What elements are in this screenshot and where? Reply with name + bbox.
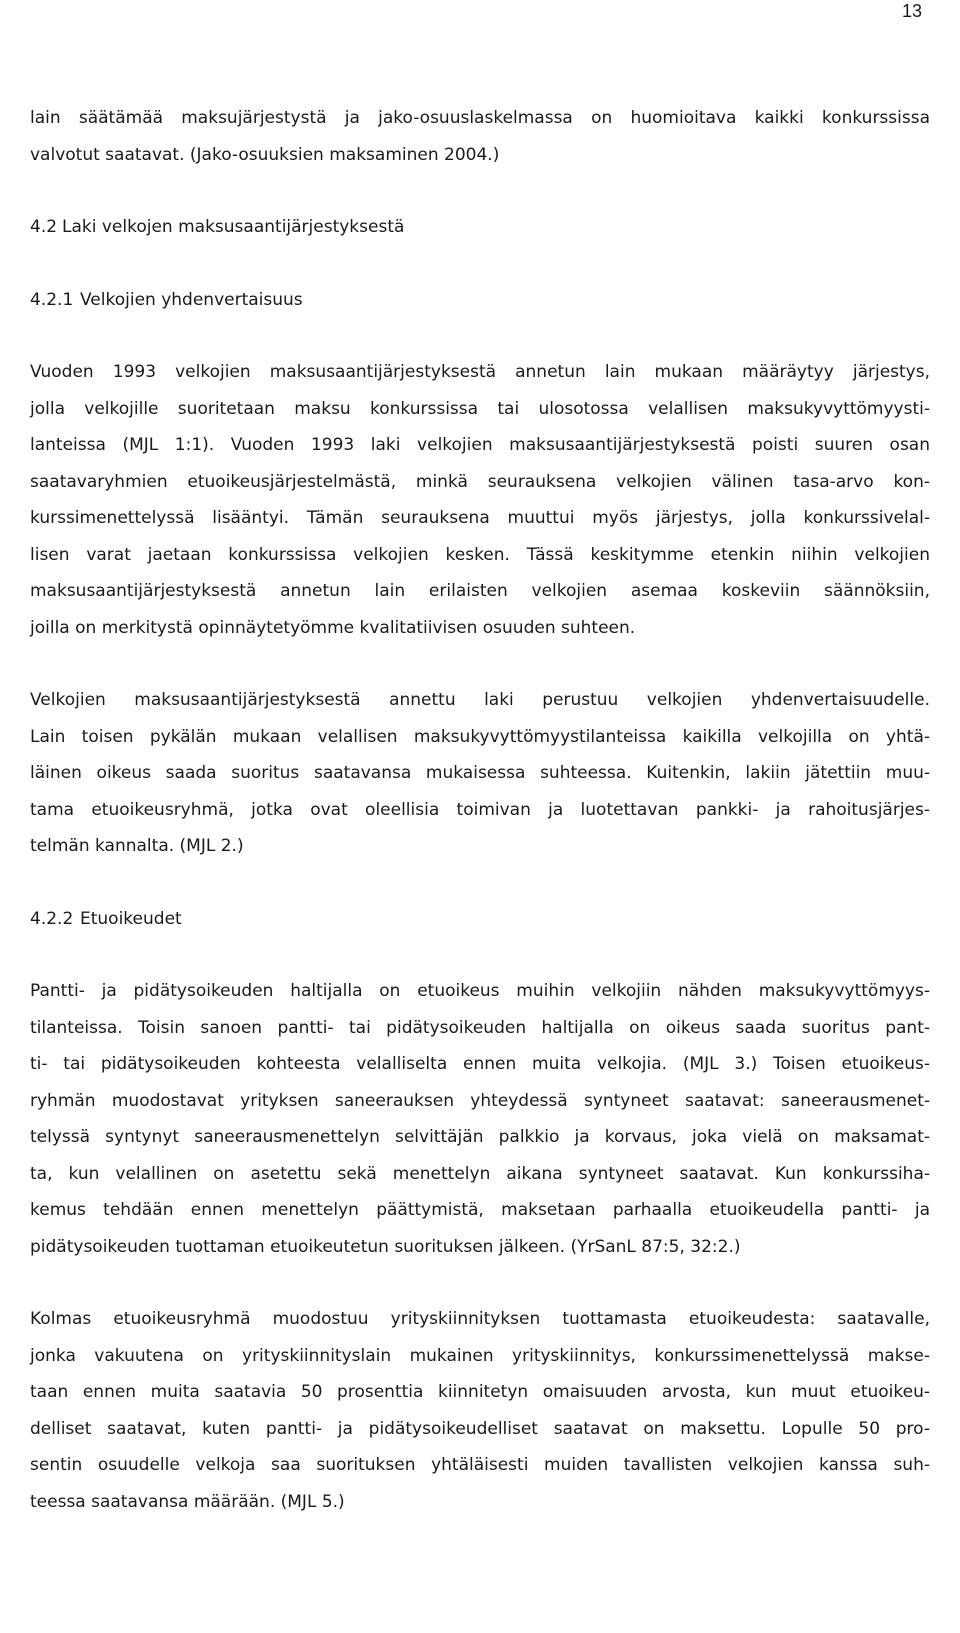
section-title: Velkojien yhdenvertaisuus bbox=[80, 289, 303, 310]
intro-paragraph bbox=[30, 100, 930, 173]
page-number: 13 bbox=[901, 1, 922, 21]
text-line: teessa saatavansa määrään. (MJL 5.) bbox=[30, 1491, 345, 1512]
text-line: Kolmas etuoikeusryhmä muodostuu yrityskiinnityksen tuottamasta etuoikeudesta: saatavalle, bbox=[30, 1309, 930, 1329]
text-line: lisen varat jaetaan konkurssissa velkojien kesken. Tässä keskitymme etenkin niihin velkojien bbox=[30, 544, 930, 565]
document-body bbox=[30, 100, 930, 1520]
text-line: kurssimenettelyssä lisääntyi. Tämän seurauksena muuttui myös järjestys, jolla konkurssivelal- bbox=[30, 508, 930, 528]
text-line: läinen oikeus saada suoritus saatavansa mukaisessa suhteessa. Kuitenkin, lakiin jätettiin muu- bbox=[30, 763, 930, 783]
text-line: telyssä syntynyt saneerausmenettelyn selvittäjän palkkio ja korvaus, joka vielä on maksamat- bbox=[30, 1127, 930, 1147]
text-line: ti- tai pidätysoikeuden kohteesta velalliselta ennen muita velkojia. (MJL 3.) Toisen etuoikeus- bbox=[30, 1054, 930, 1074]
section-title: Etuoikeudet bbox=[80, 908, 182, 929]
text-line: sentin osuudelle velkoja saa suorituksen yhtäläisesti muiden tavallisten velkojien kanssa suh- bbox=[30, 1455, 930, 1475]
section-number: 4.2.1 bbox=[30, 289, 74, 310]
section-number: 4.2.2 bbox=[30, 908, 74, 929]
text-line: lanteissa (MJL 1:1). Vuoden 1993 laki velkojien maksusaantijärjestyksestä poisti suuren osan bbox=[30, 435, 930, 455]
section-heading-4-2-1 bbox=[30, 282, 930, 319]
section-number: 4.2 bbox=[30, 217, 58, 237]
text-line: tilanteissa. Toisin sanoen pantti- tai pidätysoikeuden haltijalla on oikeus saada suoritus pant- bbox=[30, 1017, 930, 1038]
section-title: Laki velkojen maksusaantijärjestyksestä bbox=[62, 217, 405, 237]
paragraph-3 bbox=[30, 973, 930, 1265]
text-line: delliset saatavat, kuten pantti- ja pidätysoikeudelliset saatavat on maksettu. Lopulle 50 pro- bbox=[30, 1418, 930, 1439]
text-line: telmän kannalta. (MJL 2.) bbox=[30, 836, 244, 856]
text-line: jolla velkojille suoritetaan maksu konkurssissa tai ulosotossa velallisen maksukyvyttömyysti- bbox=[30, 398, 930, 419]
text-line: ta, kun velallinen on asetettu sekä menettelyn aikana syntyneet saatavat. Kun konkurssiha- bbox=[30, 1163, 930, 1184]
section-heading-4-2-2 bbox=[30, 901, 930, 938]
text-line: Lain toisen pykälän mukaan velallisen maksukyvyttömyystilanteissa kaikilla velkojilla on yhtä- bbox=[30, 726, 930, 747]
text-line: kemus tehdään ennen menettelyn päättymistä, maksetaan parhaalla etuoikeudella pantti- ja bbox=[30, 1200, 930, 1220]
paragraph-1 bbox=[30, 354, 930, 646]
text-line: Velkojien maksusaantijärjestyksestä annettu laki perustuu velkojien yhdenvertaisuudelle. bbox=[30, 690, 930, 710]
text-line: pidätysoikeuden tuottaman etuoikeutetun suorituksen jälkeen. (YrSanL 87:5, 32:2.) bbox=[30, 1236, 741, 1257]
section-heading-4-2 bbox=[30, 209, 930, 246]
text-line: Pantti- ja pidätysoikeuden haltijalla on etuoikeus muihin velkojiin nähden maksukyvyttömyys- bbox=[30, 981, 930, 1001]
text-line: saatavaryhmien etuoikeusjärjestelmästä, minkä seurauksena velkojien välinen tasa-arvo kon- bbox=[30, 471, 930, 492]
paragraph-2 bbox=[30, 682, 930, 865]
text-line: taan ennen muita saatavia 50 prosenttia kiinnitetyn omaisuuden arvosta, kun muut etuoikeu- bbox=[30, 1382, 930, 1402]
paragraph-4 bbox=[30, 1301, 930, 1520]
text-line: valvotut saatavat. (Jako-osuuksien maksaminen 2004.) bbox=[30, 144, 500, 165]
text-line: tama etuoikeusryhmä, jotka ovat oleellisia toimivan ja luotettavan pankki- ja rahoitusjärjes- bbox=[30, 799, 930, 820]
text-line: jonka vakuutena on yrityskiinnityslain mukainen yrityskiinnitys, konkurssimenettelyssä makse- bbox=[30, 1345, 930, 1366]
text-line: joilla on merkitystä opinnäytetyömme kvalitatiivisen osuuden suhteen. bbox=[30, 617, 636, 638]
text-line: Vuoden 1993 velkojien maksusaantijärjestyksestä annetun lain mukaan määräytyy järjestys, bbox=[30, 362, 930, 382]
text-line: ryhmän muodostavat yrityksen saneerauksen yhteydessä syntyneet saatavat: saneerausmenet- bbox=[30, 1090, 930, 1111]
text-line: lain säätämää maksujärjestystä ja jako-osuuslaskelmassa on huomioitava kaikki konkurssissa bbox=[30, 108, 930, 128]
text-line: maksusaantijärjestyksestä annetun lain erilaisten velkojien asemaa koskeviin säännöksiin, bbox=[30, 581, 930, 601]
